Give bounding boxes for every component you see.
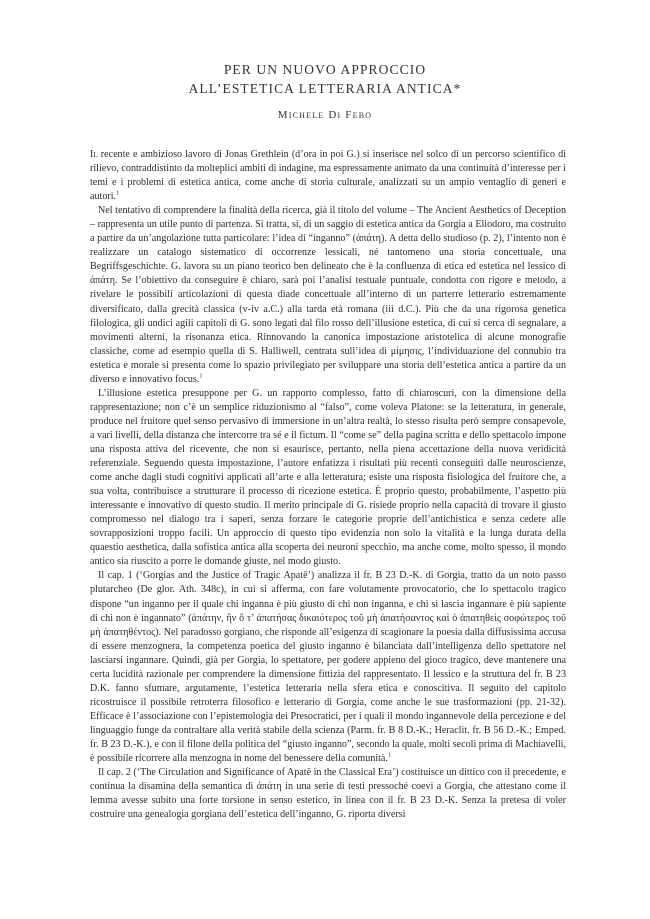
paragraph-5: [90, 766, 566, 822]
paragraph-text: Il cap. 1 (‘Gorgias and the Justice of Tragic Apatē’) analizza il fr. B 23 D.-K. di Gorgia, tratto da un noto passo plutarcheo (De glor. Ath. 348c), in cui si afferma, con fare volutamente provocatorio, che lo spettacolo tragico dispone “un inganno per il quale chi inganna è più giusto di chi non inganna, e chi si lascia ingannare è più sapiente di chi non è ingannato” (ἀπάτην, ἣν ὅ τ’ ἀπατήσας δικαιότερος τοῦ μὴ ἀπατήσαντος καὶ ὁ ἀπατηθεὶς σοφώτερος τοῦ μὴ ἀπατηθέντος). Nel paradosso gorgiano, che risponde all’esigenza di scagionare la poesia dalla diffusissima accusa di essere menzognera, la competenza poetica del giusto inganno è bilanciata dall’intelligenza dello spettatore nel lasciarsi ingannare. Quindi, già per Gorgia, lo spettatore, per godere appieno del gioco tragico, deve mantenere una certa lucidità razionale per comprendere la dimensione fittizia del rappresentato. Il lessico e la struttura del fr. B 23 D.K. fanno sfumare, argutamente, l’estetica letteraria nella sfera etica e conoscitiva. Il seguito del capitolo ricostruisce il possibile retroterra filosofico e letterario di Gorgia, come anche le sue trasformazioni (pp. 21-32). Efficace è l’associazione con l’epistemologia dei Presocratici, per i quali il mondo ingannevole della percezione e del linguaggio funge da contraltare alla verità stabile della scienza (Parm. fr. B 8 D.-K.; Heraclit. fr. B 56 D.-K.; Emped. fr. B 23 D.-K.), e con il filone della politica del “giusto inganno”, secondo la quale, molti secoli prima di Machiavelli, è possibile ricorrere alla menzogna in nome del benessere della comunità.: [90, 570, 566, 765]
footnote-marker[interactable]: 1: [116, 190, 120, 197]
author-name: Michele Di Febo: [277, 109, 373, 121]
paragraph-text: Il cap. 2 (‘The Circulation and Significance of Apatē in the Classical Era’) costituisce un dittico con il precedente, e continua la disamina della semantica di ἀπάτη in una serie di testi pressoché coevi a Gorgia, che attestano come il lemma avesse subito una forte torsione in senso estetico, in linea con il fr. B 23 D.-K. Senza la pretesa di voler costruire una genealogia gorgiana dell’estetica dell’inganno, G. riporta diversi: [90, 767, 566, 821]
paragraph-text: recente e ambizioso lavoro di Jonas Grethlein (d’ora in poi G.) si inserisce nel solco di un percorso scientifico di rilievo, contraddistinto da molteplici ambiti di indagine, ma espressamente animato da una continuità d’interesse per i temi e i problemi di estetica antica, come anche di storia culturale, analizzati su un ampio ventaglio di generi e autori.: [90, 149, 566, 203]
paragraph-2: [90, 204, 566, 387]
paragraph-3: [90, 387, 566, 570]
paragraph-text: Nel tentativo di comprendere la finalità della ricerca, già il titolo del volume – The Ancient Aesthetics of Deception – rappresenta un utile punto di partenza. Si tratta, sì, di un saggio di estetica antica da Gorgia a Eliodoro, ma costruito a partire da un’angolazione tutta particolare: l’idea di “inganno” (ἀπάτη). A detta dello studioso (p. 2), l’intento non è realizzare un catalogo sistematico di occorrenze lessicali, né tantomeno una storia concettuale, una Begriffsgeschichte. G. lavora su un piano teorico ben delineato che è la confluenza di etica ed estetica nel lessico di ἀπάτη. Se l’obiettivo da conseguire è chiaro, sarà poi l’analisi testuale puntuale, condotta con rigore e metodo, a rivelare le possibili articolazioni di questa diade concettuale all’interno di un parterre letterario estremamente diversificato, dalla grecità classica (v-iv a.C.) alla tarda età romana (iii d.C.). Più che da una rigorosa genetica filologica, gli undici agili capitoli di G. sono legati dal filo rosso dell’illusione estetica, di cui si cerca di segnalare, a movimenti alterni, la risonanza etica. Rinnovando la canonica impostazione aristotelica di alcune monografie classiche, come ad esempio quella di S. Halliwell, centrata sull’idea di μίμησις, l’individuazione del connubio tra estetica e morale si presenta come lo spazio privilegiato per sviluppare una storia dell’estetica antica a partire da un diverso e innovativo focus.: [90, 205, 566, 385]
footnote-marker[interactable]: 1: [387, 752, 391, 759]
paragraph-lead: Il: [90, 149, 98, 160]
footnote-marker[interactable]: 1: [199, 373, 203, 380]
body-text: [90, 148, 566, 822]
paragraph-4: [90, 569, 566, 766]
paragraph-text: L’illusione estetica presuppone per G. un rapporto complesso, fatto di chiaroscuri, con la dimensione della rappresentazione; non c’è un semplice riduzionismo al “falso”, come voleva Platone: se la letteratura, in generale, produce nel fruitore quel senso pervasivo di immersione in un’altra realtà, lo stesso risulta però sempre consapevole, a vari livelli, della distanza che intercorre tra sé e il fictum. Il “come se” della pagina scritta e dello spettacolo impone una risposta attiva del ricevente, che non si esaurisce, pertanto, nella piena accettazione della nuova veridicità referenziale. Seguendo questa impostazione, l’autore enfatizza i risultati più recenti conseguiti dalle neuroscienze, come anche dagli studi cognitivi applicati all’arte e alla letteratura; esiste una risposta fisiologica del fruitore che, a sua volta, contribuisce a strutturare il processo di ricezione estetica. È proprio questo, probabilmente, l’aspetto più interessante e innovativo di questo studio. Il merito principale di G. risiede proprio nella capacità di trovare il giusto compromesso nel dialogo tra i saperi, senza forzare le categorie proprie dell’antichistica e senza cedere alle sovrapposizioni troppo facili. Un approccio di questo tipo evidenzia non solo la vitalità e la lunga durata della quaestio aesthetica, dalla sofistica antica alla scoperta dei neuroni specchio, ma anche come, molto spesso, il mondo antico sia riuscito a porre le domande giuste, nel modo giusto.: [90, 387, 566, 568]
title-line-1: PER UN NUOVO APPROCCIO: [223, 62, 427, 77]
title-line-2: ALL’ESTETICA LETTERARIA ANTICA*: [188, 81, 462, 96]
paragraph-1: [90, 148, 566, 204]
